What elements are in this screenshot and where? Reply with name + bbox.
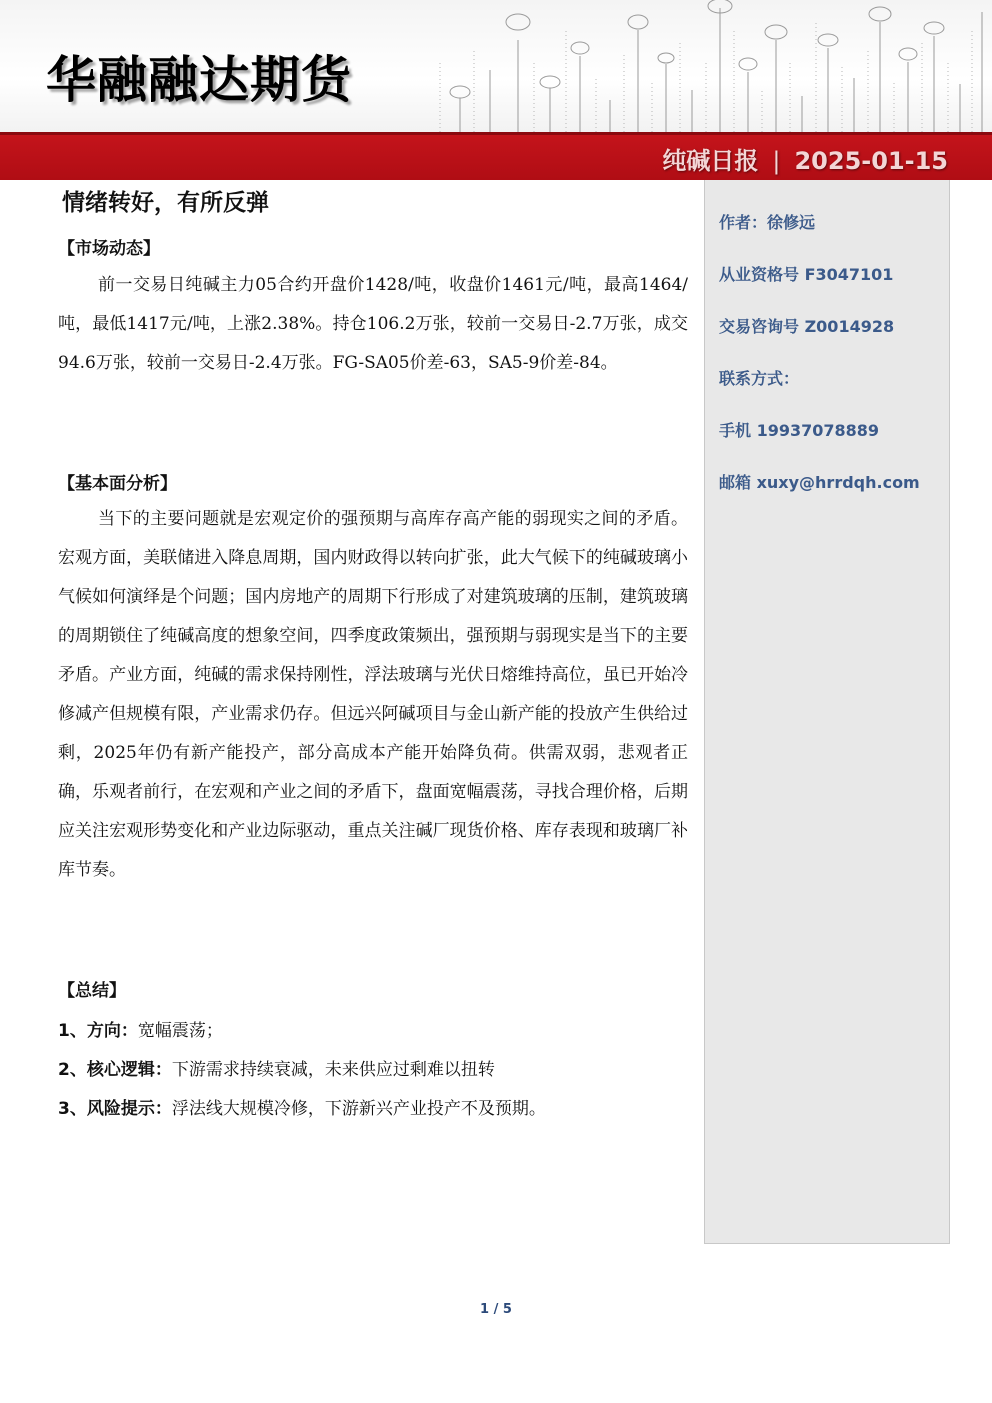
email-address[interactable]: 邮箱 xuxy@hrrdqh.com xyxy=(719,473,920,492)
summary-text: 宽幅震荡； xyxy=(137,1021,223,1041)
contact-label: 联系方式： xyxy=(719,369,800,388)
summary-text: 下游需求持续衰减，未来供应过剩难以扭转 xyxy=(171,1060,495,1080)
page-number: 1 / 5 xyxy=(480,1302,512,1317)
summary-label: 1、方向： xyxy=(58,1021,138,1041)
summary-label: 2、核心逻辑： xyxy=(58,1060,172,1080)
market-paragraph: 前一交易日纯碱主力05合约开盘价1428/吨，收盘价1461元/吨，最高1464/吨，最低1417元/吨，上涨2.38%。持仓106.2万张，较前一交易日-2.7万张，成交94.6万张，较前一交易日-2.4万张。FG-SA05价差-63，SA5-9价差-84。 xyxy=(58,275,688,373)
consult-number: 交易咨询号 Z0014928 xyxy=(719,317,895,336)
author-sidebar xyxy=(704,180,950,1244)
report-title xyxy=(662,141,948,176)
report-date: 2025-01-15 xyxy=(794,147,948,175)
decorative-lollipop-graphic xyxy=(430,0,992,132)
summary-item xyxy=(58,1094,546,1119)
summary-item xyxy=(58,1016,223,1041)
brand-logo-text: 华融融达期货 xyxy=(46,51,352,109)
headline: 情绪转好，有所反弹 xyxy=(62,190,269,216)
title-separator: | xyxy=(772,147,781,175)
summary-label: 3、风险提示： xyxy=(58,1099,172,1119)
phone-number: 手机 19937078889 xyxy=(719,421,880,440)
section-title-fundamental: 【基本面分析】 xyxy=(58,474,177,494)
summary-text: 浮法线大规模冷修，下游新兴产业投产不及预期。 xyxy=(171,1099,546,1119)
section-title-summary: 【总结】 xyxy=(58,981,126,1001)
report-name: 纯碱日报 xyxy=(662,147,759,175)
report-header xyxy=(0,0,992,180)
qualification-number: 从业资格号 F3047101 xyxy=(719,265,894,284)
fundamental-paragraph: 当下的主要问题就是宏观定价的强预期与高库存高产能的弱现实之间的矛盾。宏观方面，美联储进入降息周期，国内财政得以转向扩张，此大气候下的纯碱玻璃小气候如何演绎是个问题；国内房地产的周期下行形成了对建筑玻璃的压制，建筑玻璃的周期锁住了纯碱高度的想象空间，四季度政策频出，强预期与弱现实是当下的主要矛盾。产业方面，纯碱的需求保持刚性，浮法玻璃与光伏日熔维持高位，虽已开始冷修减产但规模有限，产业需求仍存。但远兴阿碱项目与金山新产能的投放产生供给过剩，2025年仍有新产能投产，部分高成本产能开始降负荷。供需双弱，悲观者正确，乐观者前行，在宏观和产业之间的矛盾下，盘面宽幅震荡，寻找合理价格，后期应关注宏观形势变化和产业边际驱动，重点关注碱厂现货价格、库存表现和玻璃厂补库节奏。 xyxy=(58,509,688,880)
title-bar xyxy=(0,132,992,180)
summary-item xyxy=(58,1055,495,1080)
author-name: 作者：徐修远 xyxy=(719,213,816,232)
section-title-market: 【市场动态】 xyxy=(58,239,160,259)
